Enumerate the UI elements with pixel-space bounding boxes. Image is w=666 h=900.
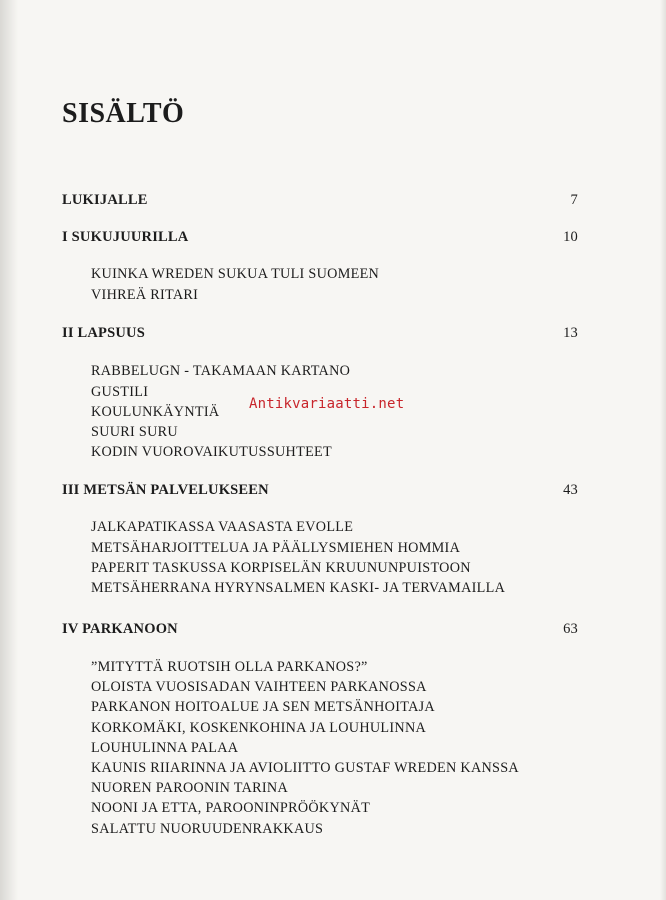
toc-entry: GUSTILI [91, 384, 149, 400]
watermark: Antikvariaatti.net [249, 396, 405, 412]
toc-entry: NOONI JA ETTA, PAROONINPRÖÖKYNÄT [91, 800, 371, 816]
toc-entry: LOUHULINNA PALAA [91, 740, 239, 756]
toc-entry: PAPERIT TASKUSSA KORPISELÄN KRUUNUNPUISTOON [91, 560, 471, 576]
toc-entry: METSÄHERRANA HYRYNSALMEN KASKI- JA TERVAMAILLA [91, 580, 506, 596]
toc-heading-sukujuurilla [62, 229, 578, 246]
toc-heading-lukijalle [62, 192, 578, 209]
page-number: 7 [570, 192, 578, 208]
toc-entry: OLOISTA VUOSISADAN VAIHTEEN PARKANOSSA [91, 679, 427, 695]
toc-entry: PARKANON HOITOALUE JA SEN METSÄNHOITAJA [91, 699, 435, 715]
toc-entry: KORKOMÄKI, KOSKENKOHINA JA LOUHULINNA [91, 720, 427, 736]
heading-label: I SUKUJUURILLA [62, 229, 189, 245]
page-title: SISÄLTÖ [62, 98, 185, 129]
toc-entry: ”MITYTTÄ RUOTSIH OLLA PARKANOS?” [91, 659, 368, 675]
toc-entry: KOULUNKÄYNTIÄ [91, 404, 220, 420]
toc-entry: KODIN VUOROVAIKUTUSSUHTEET [91, 444, 332, 460]
toc-entry: NUOREN PAROONIN TARINA [91, 780, 289, 796]
page-number: 13 [563, 325, 578, 341]
toc-heading-lapsuus [62, 325, 578, 342]
heading-label: III METSÄN PALVELUKSEEN [62, 482, 269, 498]
heading-label: LUKIJALLE [62, 192, 148, 208]
toc-entry: METSÄHARJOITTELUA JA PÄÄLLYSMIEHEN HOMMIA [91, 540, 461, 556]
toc-entry: SUURI SURU [91, 424, 178, 440]
toc-entry: VIHREÄ RITARI [91, 287, 199, 303]
toc-entry: KAUNIS RIIARINNA JA AVIOLIITTO GUSTAF WREDEN KANSSA [91, 760, 519, 776]
toc-entry: SALATTU NUORUUDENRAKKAUS [91, 821, 324, 837]
heading-label: IV PARKANOON [62, 621, 178, 637]
toc-heading-metsan-palvelukseen [62, 482, 578, 499]
page-number: 43 [563, 482, 578, 498]
toc-entry: RABBELUGN - TAKAMAAN KARTANO [91, 363, 351, 379]
toc-entry: JALKAPATIKASSA VAASASTA EVOLLE [91, 519, 354, 535]
page-number: 10 [563, 229, 578, 245]
heading-label: II LAPSUUS [62, 325, 145, 341]
page-number: 63 [563, 621, 578, 637]
toc-entry: KUINKA WREDEN SUKUA TULI SUOMEEN [91, 266, 380, 282]
toc-heading-parkanoon [62, 621, 578, 638]
